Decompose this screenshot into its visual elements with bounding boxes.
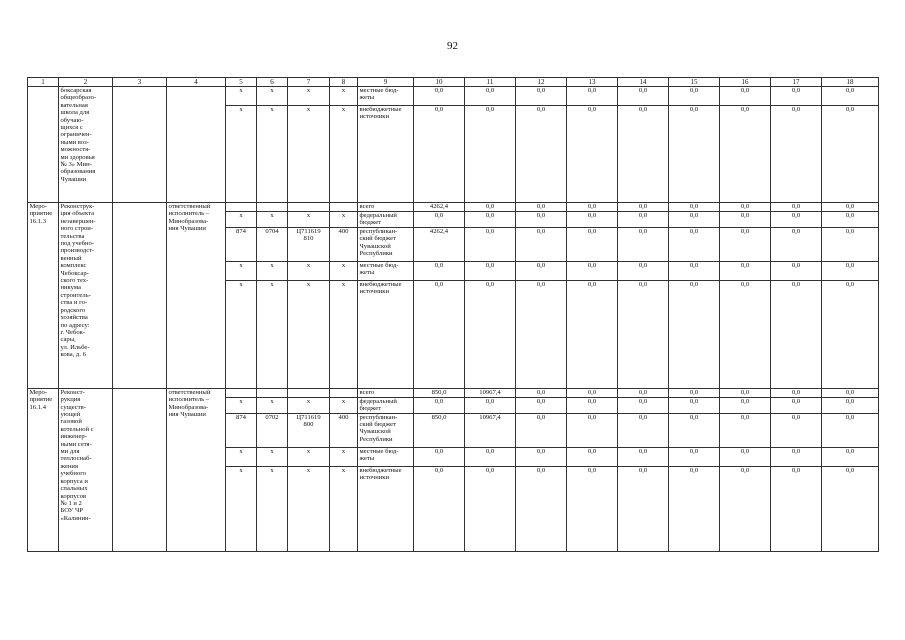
m4-value-col16: 0,0 — [720, 466, 771, 551]
m4-code-c6: 0702 — [257, 413, 288, 447]
header-cell-16: 16 — [720, 78, 771, 87]
cont-source: местные бюд- жеты — [358, 87, 414, 106]
m4-value-col12: 0,0 — [516, 388, 567, 397]
m4-value-col11: 0,0 — [465, 447, 516, 466]
m3-value-col12: 0,0 — [516, 212, 567, 228]
m3-value-col13: 0,0 — [567, 227, 618, 261]
m3-value-col11: 0,0 — [465, 227, 516, 261]
m3-value-col18: 0,0 — [822, 280, 879, 388]
cont-value-col15: 0,0 — [669, 106, 720, 203]
m3-code-c6 — [257, 203, 288, 212]
m3-value-col11: 0,0 — [465, 261, 516, 280]
m3-code-c7 — [288, 203, 330, 212]
m3-value-col17: 0,0 — [771, 203, 822, 212]
m3-value-col15: 0,0 — [669, 280, 720, 388]
m3-value-col12: 0,0 — [516, 203, 567, 212]
m3-value-col13: 0,0 — [567, 203, 618, 212]
m3-value-col17: 0,0 — [771, 227, 822, 261]
cont-code-c8: x — [330, 106, 358, 203]
m4-code-c6: x — [257, 466, 288, 551]
cont-row — [28, 87, 879, 106]
cont-code-c8: x — [330, 87, 358, 106]
m3-source: всего — [358, 203, 414, 212]
m4-source: федеральный бюджет — [358, 397, 414, 413]
m4-source: республикан- ский бюджет Чувашской Республики — [358, 413, 414, 447]
m4-value-col13: 0,0 — [567, 397, 618, 413]
m4-code-c6: x — [257, 447, 288, 466]
m3-value-col14: 0,0 — [618, 212, 669, 228]
m3-col3 — [113, 203, 167, 389]
m4-value-col15: 0,0 — [669, 447, 720, 466]
m3-value-col12: 0,0 — [516, 227, 567, 261]
m3-code-c8: x — [330, 261, 358, 280]
cont-value-col18: 0,0 — [822, 106, 879, 203]
m4-value-col14: 0,0 — [618, 388, 669, 397]
m4-value-col16: 0,0 — [720, 413, 771, 447]
m4-value-col16: 0,0 — [720, 447, 771, 466]
m3-code-c5: x — [226, 261, 257, 280]
m3-value-col14: 0,0 — [618, 261, 669, 280]
header-cell-18: 18 — [822, 78, 879, 87]
cont-value-col12: 0,0 — [516, 106, 567, 203]
m4-code-c5: x — [226, 397, 257, 413]
cont-measure-name: боксарская общеобразо- вательная школа для обучаю- щихся с ограничен- ными воз- можностя- ми здоровья № 3» Мин- образования Чувашии — [59, 87, 113, 203]
header-cell-2: 2 — [59, 78, 113, 87]
cont-executor — [167, 87, 226, 203]
m3-measure-id: Меро- приятие 16.1.3 — [28, 203, 59, 389]
m3-value-col15: 0,0 — [669, 203, 720, 212]
m4-code-c8: x — [330, 466, 358, 551]
m4-value-col18: 0,0 — [822, 397, 879, 413]
cont-col3 — [113, 87, 167, 203]
cont-code-c7: x — [288, 87, 330, 106]
m4-code-c7 — [288, 388, 330, 397]
m4-value-col14: 0,0 — [618, 466, 669, 551]
m3-value-col11: 0,0 — [465, 212, 516, 228]
m3-code-c8 — [330, 203, 358, 212]
m4-code-c8: 400 — [330, 413, 358, 447]
m4-value-col13: 0,0 — [567, 466, 618, 551]
m3-value-col10: 0,0 — [414, 261, 465, 280]
m3-row — [28, 203, 879, 212]
m3-code-c7: x — [288, 261, 330, 280]
m4-value-col14: 0,0 — [618, 397, 669, 413]
cont-value-col18: 0,0 — [822, 87, 879, 106]
m3-value-col18: 0,0 — [822, 227, 879, 261]
m4-value-col14: 0,0 — [618, 447, 669, 466]
m4-value-col12: 0,0 — [516, 397, 567, 413]
m4-value-col11: 10967,4 — [465, 413, 516, 447]
cont-value-col16: 0,0 — [720, 87, 771, 106]
m4-value-col13: 0,0 — [567, 413, 618, 447]
cont-value-col11: 0,0 — [465, 106, 516, 203]
cont-value-col17: 0,0 — [771, 106, 822, 203]
m4-code-c7: Ц711619 800 — [288, 413, 330, 447]
m3-source: республикан- ский бюджет Чувашской Республики — [358, 227, 414, 261]
m4-value-col13: 0,0 — [567, 388, 618, 397]
m3-value-col15: 0,0 — [669, 261, 720, 280]
m4-value-col15: 0,0 — [669, 397, 720, 413]
m3-value-col16: 0,0 — [720, 280, 771, 388]
m3-value-col10: 4262,4 — [414, 227, 465, 261]
m3-value-col15: 0,0 — [669, 212, 720, 228]
m3-code-c8: x — [330, 280, 358, 388]
page-number: 92 — [447, 40, 458, 52]
m4-code-c5 — [226, 388, 257, 397]
cont-value-col14: 0,0 — [618, 87, 669, 106]
cont-value-col17: 0,0 — [771, 87, 822, 106]
header-cell-10: 10 — [414, 78, 465, 87]
m3-code-c5: 874 — [226, 227, 257, 261]
m4-code-c6: x — [257, 397, 288, 413]
m3-code-c8: x — [330, 212, 358, 228]
m4-source: местные бюд- жеты — [358, 447, 414, 466]
m3-code-c7: x — [288, 212, 330, 228]
m4-value-col10: 0,0 — [414, 447, 465, 466]
header-cell-8: 8 — [330, 78, 358, 87]
m4-measure-name: Реконст- рукция существ- ующей газовой котельной с инженер- ными сетя- ми для теплоснаб- жения учебного корпуса и спальных корпусов № 1 и 2 БОУ ЧР «Калинин- — [59, 388, 113, 551]
cont-measure-id — [28, 87, 59, 203]
m3-code-c8: 400 — [330, 227, 358, 261]
m4-value-col15: 0,0 — [669, 388, 720, 397]
header-cell-4: 4 — [167, 78, 226, 87]
header-cell-15: 15 — [669, 78, 720, 87]
m4-code-c7: x — [288, 447, 330, 466]
m4-value-col17: 0,0 — [771, 466, 822, 551]
cont-source: внебюджетные источники — [358, 106, 414, 203]
m3-value-col11: 0,0 — [465, 280, 516, 388]
m4-value-col10: 0,0 — [414, 397, 465, 413]
header-row — [28, 78, 879, 87]
m4-value-col11: 10967,4 — [465, 388, 516, 397]
cont-value-col16: 0,0 — [720, 106, 771, 203]
m3-value-col16: 0,0 — [720, 261, 771, 280]
m3-code-c7: x — [288, 280, 330, 388]
cont-value-col12: 0,0 — [516, 87, 567, 106]
m4-value-col12: 0,0 — [516, 447, 567, 466]
cont-code-c5: x — [226, 87, 257, 106]
m3-value-col17: 0,0 — [771, 261, 822, 280]
cont-value-col10: 0,0 — [414, 87, 465, 106]
m4-measure-id: Меро- приятие 16.1.4 — [28, 388, 59, 551]
m4-value-col17: 0,0 — [771, 388, 822, 397]
m3-source: федеральный бюджет — [358, 212, 414, 228]
m4-value-col18: 0,0 — [822, 447, 879, 466]
m3-value-col13: 0,0 — [567, 212, 618, 228]
m3-value-col15: 0,0 — [669, 227, 720, 261]
header-cell-14: 14 — [618, 78, 669, 87]
m4-code-c6 — [257, 388, 288, 397]
m3-value-col12: 0,0 — [516, 261, 567, 280]
m3-value-col16: 0,0 — [720, 227, 771, 261]
m3-executor: ответственный исполнитель – Минобразова- ния Чувашии — [167, 203, 226, 389]
m4-row — [28, 388, 879, 397]
m4-value-col12: 0,0 — [516, 466, 567, 551]
cont-value-col11: 0,0 — [465, 87, 516, 106]
cont-value-col13: 0,0 — [567, 87, 618, 106]
m4-code-c8 — [330, 388, 358, 397]
cont-code-c6: x — [257, 106, 288, 203]
m4-col3 — [113, 388, 167, 551]
cont-code-c5: x — [226, 106, 257, 203]
m4-value-col14: 0,0 — [618, 413, 669, 447]
m4-code-c5: x — [226, 447, 257, 466]
header-cell-1: 1 — [28, 78, 59, 87]
m3-code-c5: x — [226, 280, 257, 388]
cont-code-c6: x — [257, 87, 288, 106]
m3-value-col14: 0,0 — [618, 280, 669, 388]
cont-value-col13: 0,0 — [567, 106, 618, 203]
m3-value-col10: 4262,4 — [414, 203, 465, 212]
m4-code-c8: x — [330, 397, 358, 413]
m4-value-col18: 0,0 — [822, 466, 879, 551]
header-cell-6: 6 — [257, 78, 288, 87]
m3-value-col18: 0,0 — [822, 203, 879, 212]
cont-value-col10: 0,0 — [414, 106, 465, 203]
m4-code-c8: x — [330, 447, 358, 466]
m3-value-col11: 0,0 — [465, 203, 516, 212]
header-cell-13: 13 — [567, 78, 618, 87]
m4-value-col10: 850,0 — [414, 388, 465, 397]
m4-code-c7: x — [288, 397, 330, 413]
header-cell-17: 17 — [771, 78, 822, 87]
m3-code-c6: x — [257, 212, 288, 228]
m3-code-c5 — [226, 203, 257, 212]
m4-value-col13: 0,0 — [567, 447, 618, 466]
m3-value-col13: 0,0 — [567, 280, 618, 388]
m4-value-col16: 0,0 — [720, 388, 771, 397]
m3-value-col13: 0,0 — [567, 261, 618, 280]
m3-measure-name: Реконструк- ция объекта незавершен- ного строи- тельства под учебно- производст- венный комплекс Чебоксар- ского тех- никума строитель- ства и го- родского хозяйства по адресу: г. Чебок- сары, ул. Ильбе- кова, д. 6 — [59, 203, 113, 389]
header-cell-11: 11 — [465, 78, 516, 87]
header-cell-7: 7 — [288, 78, 330, 87]
header-cell-5: 5 — [226, 78, 257, 87]
m3-code-c7: Ц711619 810 — [288, 227, 330, 261]
m3-code-c6: x — [257, 280, 288, 388]
m3-value-col16: 0,0 — [720, 212, 771, 228]
m3-code-c6: 0704 — [257, 227, 288, 261]
m3-source: местные бюд- жеты — [358, 261, 414, 280]
m3-value-col14: 0,0 — [618, 203, 669, 212]
m4-value-col10: 0,0 — [414, 466, 465, 551]
m3-code-c6: x — [257, 261, 288, 280]
m3-value-col12: 0,0 — [516, 280, 567, 388]
m4-value-col12: 0,0 — [516, 413, 567, 447]
m4-code-c5: 874 — [226, 413, 257, 447]
m3-value-col10: 0,0 — [414, 280, 465, 388]
m3-value-col14: 0,0 — [618, 227, 669, 261]
m4-value-col11: 0,0 — [465, 466, 516, 551]
header-cell-9: 9 — [358, 78, 414, 87]
m4-value-col10: 850,0 — [414, 413, 465, 447]
m4-executor: ответственный исполнитель – Минобразова- ния Чувашии — [167, 388, 226, 551]
program-table — [27, 77, 879, 552]
m4-value-col11: 0,0 — [465, 397, 516, 413]
cont-value-col14: 0,0 — [618, 106, 669, 203]
m3-code-c5: x — [226, 212, 257, 228]
m3-value-col16: 0,0 — [720, 203, 771, 212]
m4-value-col18: 0,0 — [822, 413, 879, 447]
m3-value-col18: 0,0 — [822, 261, 879, 280]
m4-code-c7: x — [288, 466, 330, 551]
m4-value-col17: 0,0 — [771, 397, 822, 413]
m4-code-c5: x — [226, 466, 257, 551]
cont-value-col15: 0,0 — [669, 87, 720, 106]
m4-source: внебюджетные источники — [358, 466, 414, 551]
m4-value-col15: 0,0 — [669, 413, 720, 447]
m4-value-col15: 0,0 — [669, 466, 720, 551]
m4-source: всего — [358, 388, 414, 397]
m3-source: внебюджетные источники — [358, 280, 414, 388]
m4-value-col17: 0,0 — [771, 447, 822, 466]
m3-value-col17: 0,0 — [771, 212, 822, 228]
m4-value-col17: 0,0 — [771, 413, 822, 447]
m3-value-col10: 0,0 — [414, 212, 465, 228]
m3-value-col17: 0,0 — [771, 280, 822, 388]
header-cell-12: 12 — [516, 78, 567, 87]
m4-value-col18: 0,0 — [822, 388, 879, 397]
m3-value-col18: 0,0 — [822, 212, 879, 228]
cont-code-c7: x — [288, 106, 330, 203]
header-cell-3: 3 — [113, 78, 167, 87]
m4-value-col16: 0,0 — [720, 397, 771, 413]
